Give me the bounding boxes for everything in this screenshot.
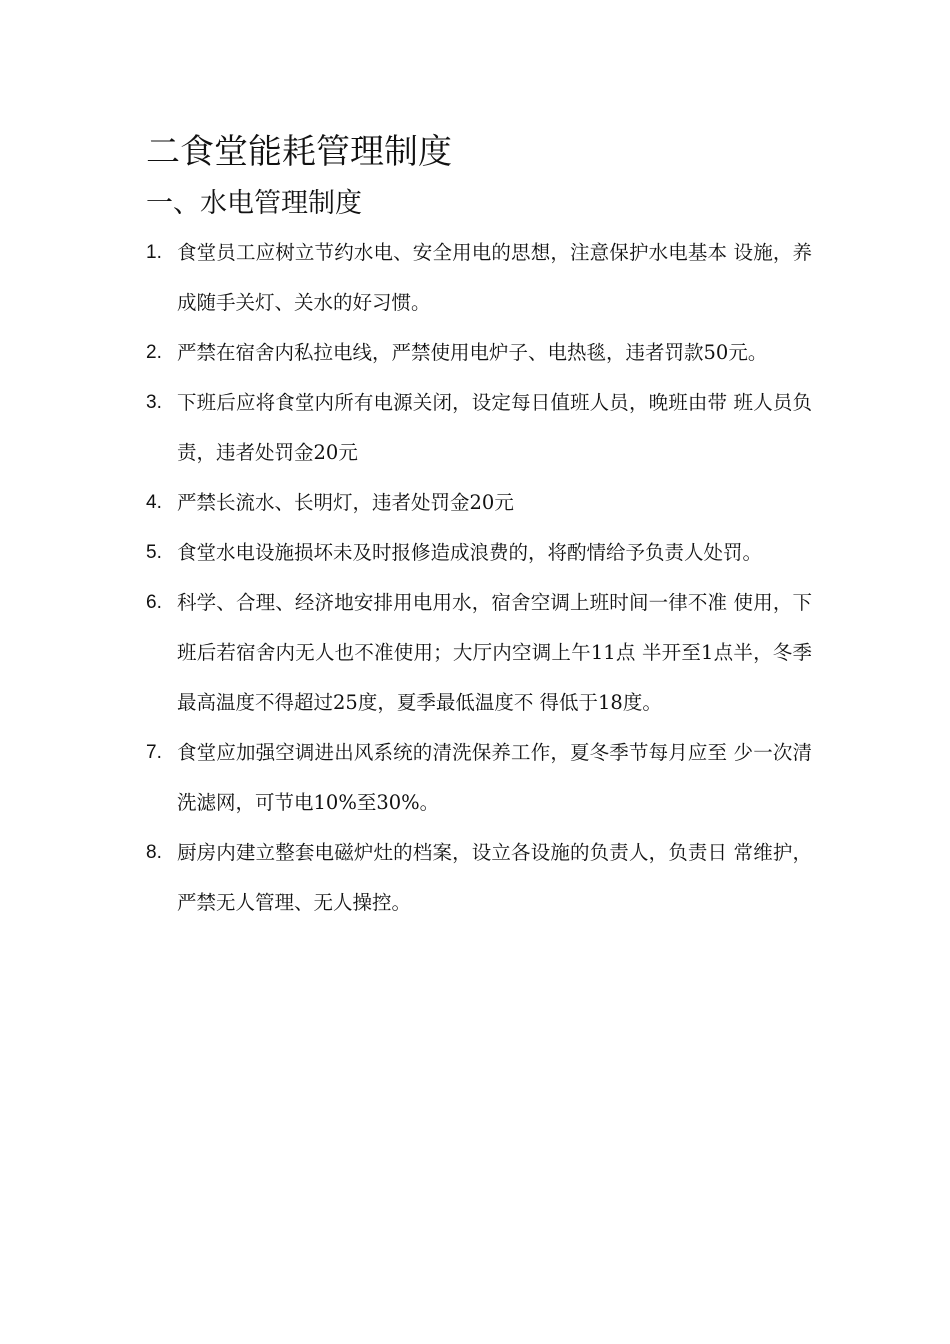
section-title: 一、水电管理制度 (146, 188, 362, 219)
document-title: 二食堂能耗管理制度 (146, 132, 452, 172)
rule-text: 科学、合理、经济地安排用电用水，宿舍空调上班时间一律不准 使用，下班后若宿舍内无人也不准使用；大厅内空调上午11点 半开至1点半，冬季最高温度不得超过25度，夏季最低温度不 得低于18度。 (177, 591, 812, 714)
rule-text: 下班后应将食堂内所有电源关闭，设定每日值班人员，晚班由带 班人员负责，违者处罚金20元 (177, 391, 812, 464)
rule-number: 3. (146, 392, 162, 413)
rule-text: 严禁长流水、长明灯，违者处罚金20元 (177, 491, 514, 514)
rule-item (146, 378, 812, 478)
rule-text: 厨房内建立整套电磁炉灶的档案，设立各设施的负责人，负责日 常维护，严禁无人管理、无人操控。 (177, 841, 812, 914)
rule-number: 8. (146, 842, 162, 863)
rule-text: 食堂应加强空调进出风系统的清洗保养工作，夏冬季节每月应至 少一次清洗滤网，可节电10%至30%。 (177, 741, 812, 814)
rule-number: 1. (146, 242, 162, 263)
rule-item (146, 728, 812, 828)
rule-item (146, 578, 812, 728)
rule-item (146, 328, 812, 378)
rule-item (146, 828, 812, 928)
rule-text: 食堂员工应树立节约水电、安全用电的思想，注意保护水电基本 设施，养成随手关灯、关水的好习惯。 (177, 241, 812, 314)
rule-text: 食堂水电设施损坏未及时报修造成浪费的，将酌情给予负责人处罚。 (177, 541, 763, 564)
rules-list (146, 228, 812, 928)
rule-number: 4. (146, 492, 162, 513)
rule-number: 5. (146, 542, 162, 563)
rule-text: 严禁在宿舍内私拉电线，严禁使用电炉子、电热毯，违者罚款50元。 (177, 341, 768, 364)
rule-number: 6. (146, 592, 162, 613)
rule-number: 2. (146, 342, 162, 363)
rule-item (146, 228, 812, 328)
rule-number: 7. (146, 742, 162, 763)
rule-item (146, 528, 812, 578)
rule-item (146, 478, 812, 528)
